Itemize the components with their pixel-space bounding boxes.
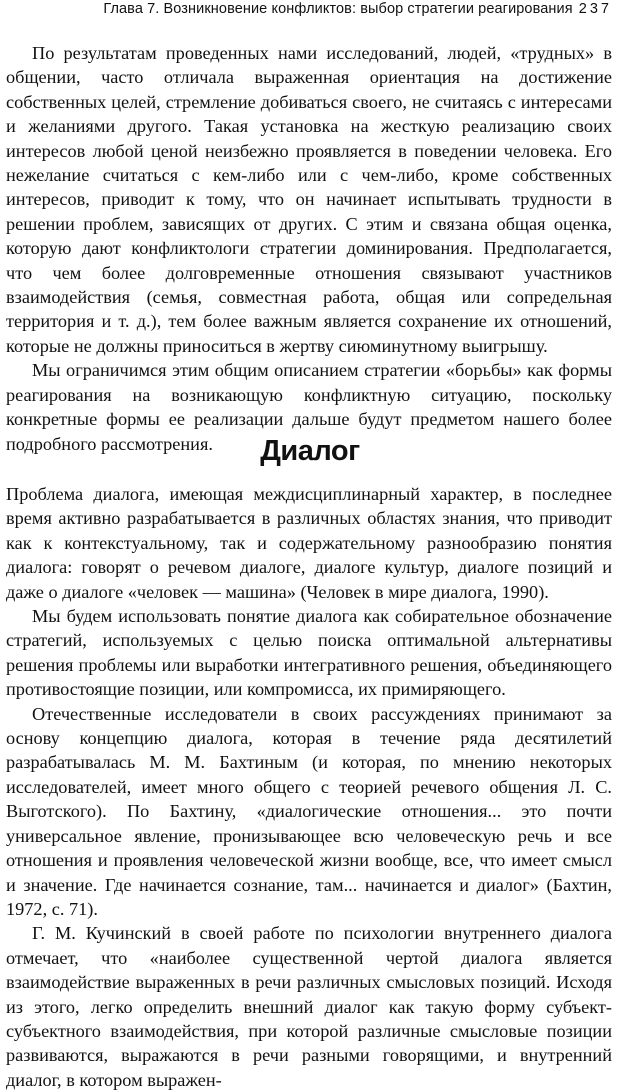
text-block-dialog [6,482,612,1092]
page-number: 237 [578,1,612,17]
text-block-before-heading [6,41,612,456]
running-title: Глава 7. Возникновение конфликтов: выбор стратегии реагирования [103,1,573,17]
section-heading: Диалог [260,435,360,467]
paragraph: Г. М. Кучинский в своей работе по психологии внутреннего диалога отмечает, что «наиболее существенной чертой диалога является взаимодействие выраженных в речи различных смысловых позиций. Исходя из этого, легко определить внешний диалог как такую форму субъект-субъектного взаимодействия, при которой различные смысловые позиции развиваются, выражаются в речи разными говорящими, и внутренний диалог, в котором выражен- [6,923,612,1090]
paragraph: Проблема диалога, имеющая междисциплинарный характер, в последнее время активно разрабатывается в различных областях знания, что приводит как к контекстуальному, так и содержательному разнообразию понятия диалога: говорят о речевом диалоге, диалоге культур, диалоге позиций и даже о диалоге «человек — машина» (Человек в мире диалога, 1990). [6,484,612,602]
paragraph: Мы будем использовать понятие диалога как собирательное обозначение стратегий, используемых с целью поиска оптимальной альтернативы решения проблемы или выработки интегративного решения, объединяющего противостоящие позиции, или компромисса, их примиряющего. [6,606,612,700]
running-header [103,1,612,17]
paragraph: Отечественные исследователи в своих рассуждениях принимают за основу концепцию диалога, которая в течение ряда десятилетий разрабатывалась М. М. Бахтиным (и которая, по мнению некоторых исследователей, имеет много общего с теорией речевого общения Л. С. Выготского). По Бахтину, «диалогические отношения... это почти универсальное явление, пронизывающее всю человеческую речь и все отношения и проявления человеческой жизни вообще, все, что имеет смысл и значение. Где начинается сознание, там... начинается и диалог» (Бахтин, 1972, с. 71). [6,703,612,919]
paragraph: По результатам проведенных нами исследований, людей, «трудных» в общении, часто отличала выраженная ориентация на достижение собственных целей, стремление добиваться своего, не считаясь с интересами и желаниями другого. Такая установка на жесткую реализацию своих интересов любой ценой неизбежно проявляется в поведении человека. Его нежелание считаться с кем-либо или с чем-либо, кроме собственных интересов, приводит к тому, что он начинает испытывать трудности в решении проблем, зависящих от других. С этим и связана общая оценка, которую дают конфликтологи стратегии доминирования. Предполагается, что чем более долговременные отношения связывают участников взаимодействия (семья, совместная работа, общая или сопредельная территория и т. д.), тем более важным является сохранение их отношений, которые не должны приноситься в жертву сиюминутному выигрышу. [6,43,612,356]
paragraph: Мы ограничимся этим общим описанием стратегии «борьбы» как формы реагирования на возникающую конфликтную ситуацию, поскольку конкретные формы ее реализации дальше будут предметом нашего более подробного рассмотрения. [6,360,612,454]
